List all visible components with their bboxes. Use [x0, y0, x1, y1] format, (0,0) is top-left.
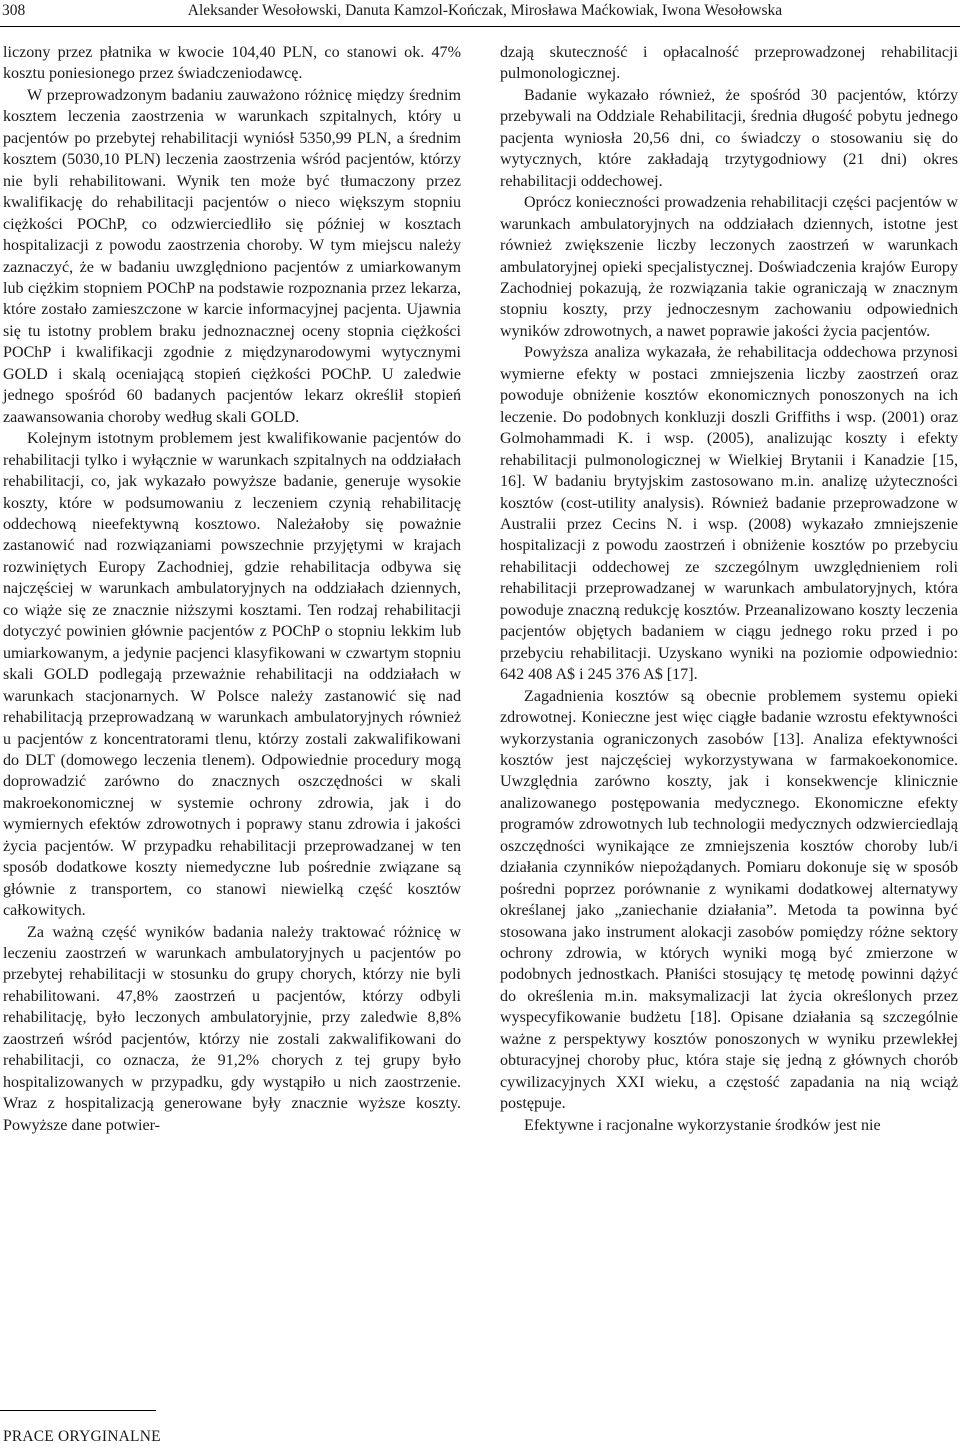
- running-header: [0, 0, 960, 34]
- section-label: PRACE ORYGINALNE: [3, 1428, 161, 1445]
- paragraph: dzają skuteczność i opłacalność przeprowadzonej rehabilitacji pulmonologicznej.: [500, 44, 958, 83]
- left-column: [3, 42, 461, 1136]
- paragraph: Za ważną część wyników badania należy traktować różnicę w leczeniu zaostrzeń w warunkach ambulatoryjnych u pacjentów po przebytej rehabilitacji w stosunku do grupy chorych, którzy nie byli rehabilitowani. 47,8% zaostrzeń u pacjentów, którzy odbyli rehabilitację, było leczonych ambulatoryjnie, przy zaledwie 8,8% zaostrzeń wśród pacjentów, którzy nie zostali zakwalifikowani do rehabilitacji, co oznacza, że 91,2% chorych z tej grupy było hospitalizowanych w przypadku, gdy wystąpiło u nich zaostrzenie. Wraz z hospitalizacją generowane były znacznie wyższe koszty. Powyższe dane potwier-: [3, 923, 461, 1134]
- running-head-authors: Aleksander Wesołowski, Danuta Kamzol-Kończak, Mirosława Maćkowiak, Iwona Wesołowska: [187, 2, 783, 19]
- right-column: [500, 42, 958, 1136]
- paragraph: Powyższa analiza wykazała, że rehabilitacja oddechowa przynosi wymierne efekty w postaci zmniejszenia liczby zaostrzeń oraz powoduje obniżenie kosztów ekonomicznych ponoszonych na ich leczenie. Do podobnych konkluzji doszli Griffiths i wsp. (2001) oraz Golmohammadi K. i wsp. (2005), analizując koszty i efekty rehabilitacji pulmonologicznej w Wielkiej Brytanii i Kanadzie [15, 16]. W badaniu brytyjskim zastosowano m.in. analizę użyteczności kosztów (cost-utility analysis). Również badanie przeprowadzone w Australii przez Cecins N. i wsp. (2008) wykazało zmniejszenie hospitalizacji z powodu zaostrzeń i obniżenie kosztów po przebyciu rehabilitacji oddechowej ze szczególnym uwzględnieniem roli rehabilitacji przeprowadzanej w warunkach ambulatoryjnych, która powoduje znaczną redukcję kosztów. Przeanalizowano koszty leczenia pacjentów objętych badaniem w ciągu jednego roku przed i po przebyciu rehabilitacji. Uzyskano wyniki na poziomie odpowiednio: 642 408 A$ i 245 376 A$ [17].: [500, 344, 958, 684]
- page-number: 308: [2, 2, 26, 19]
- paragraph: W przeprowadzonym badaniu zauważono różnicę między średnim kosztem leczenia zaostrzenia w warunkach szpitalnych, który u pacjentów po przebytej rehabilitacji wyniósł 5350,99 PLN, a średnim kosztem (5030,10 PLN) leczenia zaostrzenia wśród pacjentów, którzy nie byli rehabilitowani. Wynik ten może być tłumaczony przez kwalifikację do rehabilitacji pacjentów o nieco większym stopniu ciężkości POChP, co odzwierciedliło się później w kosztach hospitalizacji z powodu zaostrzenia choroby. W tym miejscu należy zaznaczyć, że w badaniu uwzględniono pacjentów z umiarkowanym lub ciężkim stopniem POChP na podstawie rozpoznania przez lekarza, które zostało zamieszczone w karcie informacyjnej pacjenta. Ujawnia się tu istotny problem braku jednoznacznej oceny stopnia ciężkości POChP i kwalifikacji zgodnie z międzynarodowymi wytycznymi GOLD i skalą oceniającą stopień ciężkości POChP. U zaledwie jednego spośród 60 badanych pacjentów lekarz określił stopień zaawansowania choroby według skali GOLD.: [3, 86, 461, 426]
- footer-rule: [0, 1410, 156, 1411]
- paragraph: Oprócz konieczności prowadzenia rehabilitacji części pacjentów w warunkach ambulatoryjnych na oddziałach dziennych, istotne jest również zwiększenie liczby leczonych zaostrzeń w warunkach ambulatoryjnej opieki specjalistycznej. Doświadczenia krajów Europy Zachodniej pokazują, że rozwiązania takie ograniczają w znacznym stopniu koszty, przy jednoczesnym zachowaniu odpowiednich wyników zdrowotnych, a nawet poprawie jakości życia pacjentów.: [500, 194, 958, 340]
- paragraph: Efektywne i racjonalne wykorzystanie środków jest nie: [524, 1116, 881, 1134]
- paragraph: Kolejnym istotnym problemem jest kwalifikowanie pacjentów do rehabilitacji tylko i wyłącznie w warunkach szpitalnych na oddziałach rehabilitacji, co, jak wykazało powyższe badanie, generuje wysokie koszty, które w podsumowaniu z leczeniem czynią rehabilitację oddechową nieefektywną kosztowo. Należałoby się poważnie zastanowić nad rozwiązaniami powszechnie przyjętymi w krajach rozwiniętych Europy Zachodniej, gdzie rehabilitacja odbywa się najczęściej w warunkach ambulatoryjnych na oddziałach dziennych, co wiąże się ze znacznie niższymi kosztami. Ten rodzaj rehabilitacji dotyczyć powinien głównie pacjentów z POChP o stopniu lekkim lub umiarkowanym, a jedynie pacjenci klasyfikowani w czwartym stopniu skali GOLD podlegają przeważnie rehabilitacji na oddziałach w warunkach stacjonarnych. W Polsce należy zastanowić się nad rehabilitacją przeprowadzaną w warunkach ambulatoryjnych również u pacjentów z koncentratorami tlenu, którzy zostali zakwalifikowani do DLT (domowego leczenia tlenem). Odpowiednie procedury mogą doprowadzić zarówno do znacznych oszczędności w skali makroekonomicznej w systemie ochrony zdrowia, jak i do wymiernych efektów zdrowotnych i poprawy stanu zdrowia i jakości życia pacjentów. W przypadku rehabilitacji przeprowadzanej w ten sposób dodatkowe koszty niemedyczne lub pośrednie związane są głównie z transportem, co stanowi niewielką część kosztów całkowitych.: [3, 430, 461, 920]
- header-rule: [0, 26, 960, 27]
- paragraph: liczony przez płatnika w kwocie 104,40 PLN, co stanowi ok. 47% kosztu poniesionego przez świadczeniodawcę.: [3, 44, 461, 83]
- paragraph: Zagadnienia kosztów są obecnie problemem systemu opieki zdrowotnej. Konieczne jest więc ciągłe badanie wzrostu efektywności wykorzystania ograniczonych zasobów [13]. Analiza efektywności kosztów jest najczęściej wykorzystywana w farmakoekonomice. Uwzględnia zarówno koszty, jak i konsekwencje klinicznie analizowanego postępowania medycznego. Ekonomiczne efekty programów zdrowotnych lub technologii medycznych odzwierciedlają oszczędności wynikające ze zmniejszenia kosztów choroby lub/i działania czynników niepożądanych. Pomiaru dokonuje się w sposób pośredni poprzez porównanie z wynikami dodatkowej alternatywy określanej jako „zaniechanie działania”. Metoda ta powinna być stosowana jako instrument alokacji zasobów pomiędzy różne sektory ochrony zdrowia, w których wyniki mogą być zmierzone w podobnych jednostkach. Płaniści stosujący tę metodę powinni dążyć do określenia m.in. maksymalizacji lat życia określonych przez wyspecyfikowanie budżetu [18]. Opisane działania są szczególnie ważne z perspektywy kosztów ponoszonych w wyniku przewlekłej obturacyjnej choroby płuc, która staje się jedną z głównych chorób cywilizacyjnych XXI wieku, a częstość zapadania na nią wciąż postępuje.: [500, 687, 958, 1113]
- paragraph: Badanie wykazało również, że spośród 30 pacjentów, którzy przebywali na Oddziale Rehabilitacji, średnia długość pobytu jednego pacjenta wyniosła 20,56 dni, co świadczy o stosowaniu się do wytycznych, które zakładają trzytygodniowy (21 dni) okres rehabilitacji oddechowej.: [500, 86, 958, 190]
